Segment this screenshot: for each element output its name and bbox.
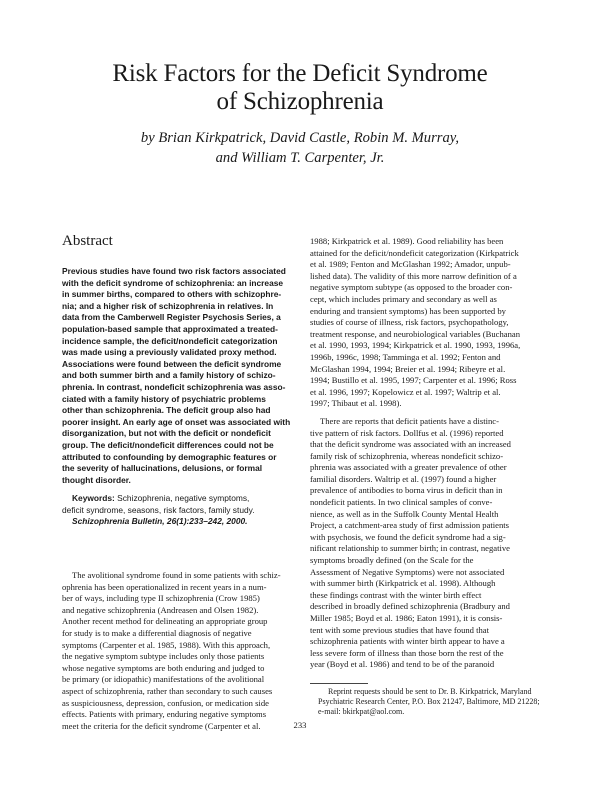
- author-list: [0, 128, 600, 168]
- body-line: be primary (or idiopathic) manifestations of the avolitional: [62, 674, 265, 685]
- body-line: negative symptom subtype (as opposed to the broader con-: [310, 282, 513, 293]
- abstract-line: Associations were found between the deficit syndrome: [62, 358, 282, 369]
- abstract-line: disorganization, but not with the deficit or nondeficit: [62, 428, 271, 439]
- footnote-line: Psychiatric Research Center, P.O. Box 21247, Baltimore, MD 21228;: [318, 697, 540, 707]
- body-line: et al. 1990, 1993, 1994; Kirkpatrick et al. 1990, 1993, 1996a,: [310, 340, 521, 351]
- page-number: 233: [293, 720, 307, 730]
- body-line: prevalence of antibodies to borna virus in deficit than in: [310, 485, 503, 496]
- body-line: symptoms (Carpenter et al. 1985, 1988). With this approach,: [62, 639, 271, 650]
- abstract-line: Previous studies have found two risk factors associated: [62, 266, 286, 276]
- abstract-line: data from the Camberwell Register Psychosis Series, a: [62, 312, 281, 323]
- body-line: described in broadly defined schizophrenia (Bradbury and: [310, 601, 510, 612]
- body-text-left: [62, 570, 300, 732]
- abstract-line: phrenia. In contrast, nondeficit schizophrenia was asso-: [62, 381, 286, 392]
- authors-line-2: and William T. Carpenter, Jr.: [215, 150, 385, 166]
- journal-citation: Schizophrenia Bulletin, 26(1):233–242, 2000.: [72, 516, 248, 527]
- body-line: Miller 1985; Boyd et al. 1986; Eaton 1991), it is consis-: [310, 613, 503, 623]
- body-line: with psychosis, we found the deficit syndrome had a sig-: [310, 531, 506, 542]
- footnote-divider: [310, 683, 368, 684]
- article-title: [0, 60, 600, 116]
- body-line: McGlashan 1994, 1994; Breier et al. 1994; Ribeyre et al.: [310, 363, 506, 374]
- abstract-line: other than schizophrenia. The deficit group also had: [62, 405, 271, 416]
- keywords-line-1: [62, 493, 300, 505]
- keywords-text-1: Schizophrenia, negative symptoms,: [117, 493, 250, 504]
- body-line: cept, which includes primary and secondary as well as: [310, 293, 497, 304]
- body-line: year (Boyd et al. 1986) and tend to be of the paranoid: [310, 659, 495, 670]
- body-line: ber of ways, including type II schizophrenia (Crow 1985): [62, 593, 260, 604]
- abstract-heading: Abstract: [62, 233, 113, 249]
- footnote-line: e-mail: bkirkpat@aol.com.: [318, 707, 405, 717]
- body-line: 1997; Thibaut et al. 1998).: [310, 398, 402, 409]
- body-line: with summer birth (Kirkpatrick et al. 1998). Although: [310, 578, 496, 589]
- abstract-line: nia; and a higher risk of schizophrenia in relatives. In: [62, 300, 274, 311]
- body-line: nificant relationship to summer birth; in contrast, negative: [310, 543, 510, 554]
- abstract-line: and both summer birth and a family history of schizo-: [62, 370, 276, 381]
- body-line: attained for the deficit/nondeficit categorization (Kirkpatrick: [310, 247, 519, 258]
- body-paragraph-2: [310, 416, 548, 671]
- left-column: [62, 232, 300, 732]
- body-line: schizophrenia patients with winter birth appear to have a: [310, 636, 505, 647]
- abstract-line: poorer insight. An early age of onset was associated with: [62, 416, 291, 427]
- body-line: 1996b, 1996c, 1998; Tamminga et al. 1992; Fenton and: [310, 351, 501, 362]
- abstract-line: incidence sample, the deficit/nondeficit categorization: [62, 335, 278, 346]
- authors-line-1: by Brian Kirkpatrick, David Castle, Robin M. Murray,: [140, 130, 460, 146]
- keywords-text-2: deficit syndrome, seasons, risk factors, family study.: [62, 504, 255, 515]
- body-line: et al. 1989; Fenton and McGlashan 1992; Amador, unpub-: [310, 259, 511, 270]
- body-line: nience, as well as in the Suffolk County Mental Health: [310, 508, 499, 519]
- body-line: symptoms broadly defined (on the Scale for the: [310, 555, 474, 566]
- body-line: Another recent method for delineating an appropriate group: [62, 616, 268, 627]
- body-line: the negative symptom subtype includes only those patients: [62, 651, 265, 662]
- body-line: studies of course of illness, risk factors, psychopathology,: [310, 317, 509, 328]
- body-line: enduring and transient symptoms) has been supported by: [310, 305, 506, 316]
- title-line-2: of Schizophrenia: [216, 88, 384, 115]
- keywords: [62, 493, 300, 528]
- body-line: aspect of schizophrenia, rather than secondary to such causes: [62, 686, 273, 696]
- body-line: lished data). The validity of this more narrow definition of a: [310, 270, 517, 281]
- abstract-line: with the deficit syndrome of schizophrenia: an increase: [62, 277, 284, 288]
- keywords-label: Keywords:: [72, 493, 115, 504]
- body-line: ophrenia has been operationalized in recent years in a num-: [62, 581, 267, 592]
- abstract-line: was made using a previously validated proxy method.: [62, 347, 277, 358]
- abstract-line: the severity of hallucinations, delusions, or formal: [62, 463, 263, 474]
- body-line: as suspiciousness, depression, confusion, or medication side: [62, 697, 269, 708]
- body-line: tent with some previous studies that have found that: [310, 624, 490, 635]
- body-line: 1988; Kirkpatrick et al. 1989). Good reliability has been: [310, 236, 504, 246]
- body-line: meet the criteria for the deficit syndrome (Carpenter et al.: [62, 720, 261, 731]
- abstract-text: [62, 266, 300, 486]
- body-line: There are reports that deficit patients have a distinc-: [320, 415, 499, 426]
- body-line: family risk of schizophrenia, whereas nondeficit schizo-: [310, 450, 504, 461]
- body-line: et al. 1996, 1997; Kopelowicz et al. 1997; Waltrip et al.: [310, 386, 501, 397]
- body-line: treatment response, and neurobiological variables (Buchanan: [310, 328, 520, 339]
- body-line: tive pattern of risk factors. Dollfus et al. (1996) reported: [310, 427, 504, 438]
- body-line: phrenia was associated with a greater prevalence of other: [310, 462, 507, 473]
- body-line: nondeficit patients. In two clinical samples of conve-: [310, 497, 493, 508]
- footnote-line: Reprint requests should be sent to Dr. B. Kirkpatrick, Maryland: [328, 686, 532, 696]
- abstract-line: thought disorder.: [62, 474, 131, 485]
- abstract-line: attributed to confounding by demographic features or: [62, 451, 277, 462]
- body-line: Assessment of Negative Symptoms) were not associated: [310, 566, 505, 577]
- abstract-line: ciated with a family history of psychiatric problems: [62, 393, 266, 404]
- body-line: whose negative symptoms are both enduring and judged to: [62, 662, 265, 673]
- body-paragraph-1: [310, 236, 548, 410]
- right-column: [310, 236, 548, 718]
- body-line: The avolitional syndrome found in some patients with schiz-: [72, 570, 281, 581]
- reprint-footnote: [310, 687, 548, 718]
- body-line: for study is to make a differential diagnosis of negative: [62, 628, 252, 639]
- body-line: that the deficit syndrome was associated with an increased: [310, 439, 511, 450]
- body-line: these findings contrast with the winter birth effect: [310, 589, 482, 600]
- body-line: and negative schizophrenia (Andreasen and Olsen 1982).: [62, 604, 259, 615]
- abstract-line: population-based sample that approximated a treated-: [62, 323, 278, 334]
- body-line: Project, a catchment-area study of first admission patients: [310, 520, 510, 531]
- body-line: 1994; Bustillo et al. 1995, 1997; Carpenter et al. 1996; Ross: [310, 375, 517, 386]
- body-line: familial disorders. Waltrip et al. (1997) found a higher: [310, 473, 497, 484]
- abstract-line: group. The deficit/nondeficit differences could not be: [62, 439, 274, 450]
- body-line: less severe form of illness than those born the rest of the: [310, 647, 504, 658]
- body-line: effects. Patients with primary, enduring negative symptoms: [62, 709, 267, 720]
- abstract-line: in summer births, compared to others with schizophre-: [62, 289, 282, 300]
- title-line-1: Risk Factors for the Deficit Syndrome: [112, 60, 488, 87]
